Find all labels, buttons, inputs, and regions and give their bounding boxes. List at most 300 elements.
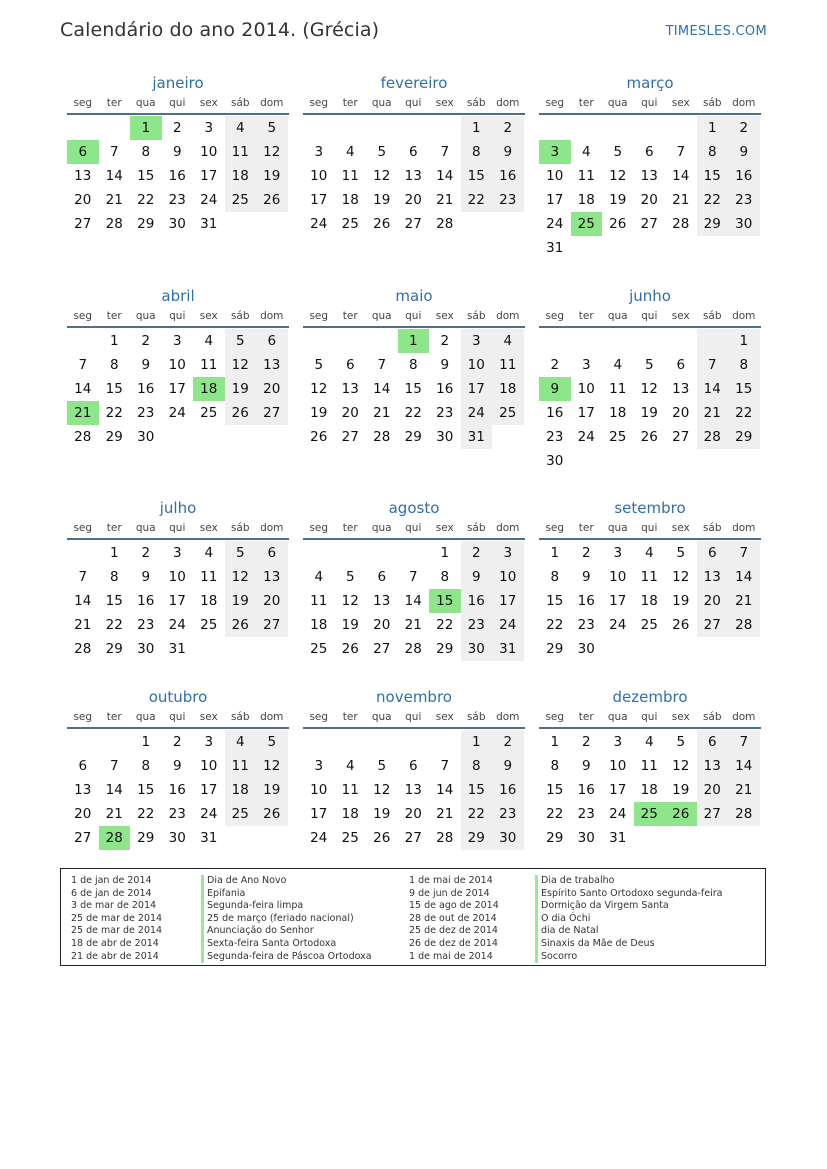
day-cell: 28 [697, 425, 729, 449]
day-cell: 19 [310, 405, 328, 421]
month-dezembro [539, 686, 761, 850]
empty-cell [665, 329, 697, 353]
weekday-label: sex [435, 97, 454, 109]
day-cell: 21 [697, 401, 729, 425]
holiday-legend [60, 868, 766, 966]
day-grid [67, 541, 289, 661]
month-name: outubro [148, 688, 208, 706]
month-março [539, 72, 761, 260]
day-cell: 27 [697, 802, 729, 826]
day-cell: 23 [728, 188, 760, 212]
day-cell: 23 [137, 405, 155, 421]
day-cell: 28 [728, 613, 760, 637]
weekday-label: qui [641, 522, 658, 534]
empty-cell [303, 329, 335, 353]
day-cell: 18 [577, 192, 595, 208]
day-cell: 21 [728, 778, 760, 802]
day-cell: 11 [310, 593, 328, 609]
day-cell: 6 [697, 730, 729, 754]
day-cell: 5 [613, 144, 623, 160]
day-cell: 10 [200, 144, 218, 160]
day-cell: 6 [345, 357, 355, 373]
day-cell: 22 [461, 188, 493, 212]
month-name: setembro [614, 499, 686, 517]
day-cell: 11 [640, 569, 658, 585]
day-cell: 31 [609, 830, 627, 846]
day-cell: 23 [137, 617, 155, 633]
weekday-header [67, 521, 289, 535]
legend-date: 25 de dez de 2014 [409, 925, 498, 937]
empty-cell [634, 116, 666, 140]
day-cell: 20 [404, 806, 422, 822]
day-cell: 25 [200, 617, 218, 633]
day-cell: 20 [697, 778, 729, 802]
weekday-label: ter [578, 522, 594, 534]
day-cell: 1 [440, 545, 450, 561]
empty-cell [335, 116, 367, 140]
weekday-header [539, 309, 761, 323]
day-cell: 14 [105, 782, 123, 798]
empty-cell [67, 730, 99, 754]
day-cell: 26 [225, 613, 257, 637]
empty-cell [634, 329, 666, 353]
day-cell: 18 [341, 192, 359, 208]
day-cell: 2 [172, 120, 182, 136]
day-cell: 24 [609, 806, 627, 822]
day-cell: 6 [644, 144, 654, 160]
day-cell: 15 [728, 377, 760, 401]
legend-holiday-name: Anunciação do Senhor [207, 925, 314, 937]
day-cell: 28 [404, 641, 422, 657]
day-cell: 18 [225, 164, 257, 188]
legend-date: 25 de mar de 2014 [71, 912, 163, 924]
day-cell: 12 [672, 758, 690, 774]
day-cell: 6 [256, 329, 288, 353]
empty-cell [602, 329, 634, 353]
day-cell: 27 [341, 429, 359, 445]
weekday-label: sáb [702, 310, 722, 322]
day-cell: 14 [672, 168, 690, 184]
day-cell: 8 [109, 357, 119, 373]
day-cell: 2 [440, 333, 450, 349]
day-cell: 24 [310, 216, 328, 232]
day-cell: 6 [697, 541, 729, 565]
day-cell: 27 [373, 641, 391, 657]
day-cell: 3 [204, 734, 214, 750]
day-cell: 4 [581, 144, 591, 160]
weekday-label: dom [496, 310, 520, 322]
holiday-day-cell: 18 [193, 377, 225, 401]
day-cell: 14 [697, 377, 729, 401]
day-cell: 2 [461, 541, 493, 565]
day-cell: 14 [74, 381, 92, 397]
day-cell: 8 [109, 569, 119, 585]
legend-holiday-name: Dormição da Virgem Santa [541, 900, 669, 912]
day-cell: 29 [546, 641, 564, 657]
day-cell: 25 [225, 188, 257, 212]
day-cell: 4 [644, 734, 654, 750]
day-cell: 8 [461, 754, 493, 778]
header-rule [67, 727, 289, 729]
day-grid [67, 730, 289, 850]
day-grid [539, 541, 761, 661]
weekday-label: sex [671, 711, 690, 723]
weekday-label: seg [309, 310, 329, 322]
day-cell: 29 [461, 826, 493, 850]
day-cell: 15 [461, 164, 493, 188]
day-cell: 13 [672, 381, 690, 397]
day-cell: 16 [168, 168, 186, 184]
day-cell: 22 [461, 802, 493, 826]
weekday-header [67, 309, 289, 323]
weekday-label: dom [260, 711, 284, 723]
day-cell: 7 [440, 758, 450, 774]
day-cell: 14 [105, 168, 123, 184]
empty-cell [697, 329, 729, 353]
empty-cell [398, 541, 430, 565]
weekday-label: ter [578, 310, 594, 322]
day-grid [303, 730, 525, 850]
day-cell: 27 [697, 613, 729, 637]
weekday-header [67, 96, 289, 110]
empty-cell [571, 329, 603, 353]
month-name: agosto [388, 499, 440, 517]
day-cell: 23 [436, 405, 454, 421]
day-cell: 10 [168, 569, 186, 585]
day-cell: 23 [461, 613, 493, 637]
day-cell: 8 [440, 569, 450, 585]
empty-cell [398, 730, 430, 754]
legend-date: 1 de mai de 2014 [409, 950, 493, 962]
day-cell: 13 [341, 381, 359, 397]
empty-cell [398, 116, 430, 140]
day-cell: 29 [728, 425, 760, 449]
weekday-label: dom [496, 522, 520, 534]
day-cell: 5 [676, 734, 686, 750]
holiday-day-cell: 21 [67, 401, 99, 425]
day-cell: 25 [341, 216, 359, 232]
empty-cell [335, 329, 367, 353]
day-cell: 6 [78, 758, 88, 774]
day-cell: 10 [577, 381, 595, 397]
day-cell: 5 [256, 116, 288, 140]
holiday-day-cell: 15 [429, 589, 461, 613]
day-cell: 12 [256, 140, 288, 164]
weekday-header [539, 96, 761, 110]
day-cell: 7 [440, 144, 450, 160]
day-cell: 12 [373, 782, 391, 798]
day-cell: 9 [141, 357, 151, 373]
weekday-label: seg [545, 97, 565, 109]
header-rule [303, 727, 525, 729]
day-cell: 9 [461, 565, 493, 589]
day-cell: 15 [105, 381, 123, 397]
day-cell: 18 [200, 593, 218, 609]
day-cell: 27 [404, 830, 422, 846]
day-cell: 23 [546, 429, 564, 445]
day-cell: 22 [105, 405, 123, 421]
day-cell: 26 [373, 830, 391, 846]
day-cell: 8 [408, 357, 418, 373]
day-cell: 28 [105, 216, 123, 232]
day-cell: 19 [256, 164, 288, 188]
day-cell: 11 [577, 168, 595, 184]
day-cell: 7 [728, 541, 760, 565]
empty-cell [429, 116, 461, 140]
day-cell: 30 [168, 216, 186, 232]
legend-left-bar [201, 875, 204, 963]
day-cell: 14 [728, 565, 760, 589]
month-name: fevereiro [380, 74, 448, 92]
day-cell: 1 [461, 116, 493, 140]
day-cell: 12 [341, 593, 359, 609]
legend-date: 1 de mai de 2014 [409, 875, 493, 886]
day-cell: 15 [137, 168, 155, 184]
day-cell: 5 [377, 758, 387, 774]
day-cell: 29 [404, 429, 422, 445]
holiday-day-cell: 25 [571, 212, 603, 236]
day-cell: 14 [373, 381, 391, 397]
weekday-label: seg [73, 97, 93, 109]
day-cell: 22 [728, 401, 760, 425]
day-cell: 24 [492, 613, 524, 637]
legend-date: 18 de abr de 2014 [71, 937, 159, 949]
weekday-header [67, 710, 289, 724]
weekday-label: sáb [702, 522, 722, 534]
legend-holiday-name: Sexta-feira Santa Ortodoxa [207, 937, 337, 949]
day-cell: 14 [728, 754, 760, 778]
day-cell: 29 [137, 216, 155, 232]
day-cell: 13 [404, 782, 422, 798]
day-cell: 11 [492, 353, 524, 377]
day-cell: 12 [672, 569, 690, 585]
day-cell: 10 [461, 353, 493, 377]
day-cell: 11 [341, 782, 359, 798]
day-cell: 6 [408, 758, 418, 774]
day-cell: 19 [225, 589, 257, 613]
day-cell: 10 [609, 569, 627, 585]
weekday-label: qui [169, 522, 186, 534]
day-cell: 15 [461, 778, 493, 802]
weekday-label: ter [342, 522, 358, 534]
weekday-label: sáb [230, 522, 250, 534]
day-cell: 11 [609, 381, 627, 397]
day-cell: 3 [613, 734, 623, 750]
day-cell: 11 [341, 168, 359, 184]
day-cell: 26 [225, 401, 257, 425]
day-cell: 26 [672, 617, 690, 633]
holiday-day-cell: 25 [634, 802, 666, 826]
day-cell: 13 [640, 168, 658, 184]
day-cell: 2 [492, 116, 524, 140]
day-cell: 17 [461, 377, 493, 401]
day-cell: 22 [546, 617, 564, 633]
day-cell: 28 [373, 429, 391, 445]
day-cell: 5 [256, 730, 288, 754]
legend-left-names [207, 875, 372, 963]
holiday-day-cell: 28 [99, 826, 131, 850]
day-cell: 2 [581, 545, 591, 561]
month-name: junho [629, 287, 671, 305]
weekday-label: qui [169, 97, 186, 109]
day-cell: 3 [492, 541, 524, 565]
day-cell: 22 [546, 806, 564, 822]
legend-right-dates [409, 875, 499, 963]
day-cell: 15 [137, 782, 155, 798]
weekday-label: ter [578, 711, 594, 723]
header-rule [67, 113, 289, 115]
weekday-label: sáb [230, 310, 250, 322]
day-cell: 19 [225, 377, 257, 401]
weekday-label: qua [371, 97, 392, 109]
day-cell: 13 [697, 754, 729, 778]
day-cell: 5 [225, 541, 257, 565]
weekday-label: seg [309, 97, 329, 109]
day-cell: 21 [436, 806, 454, 822]
day-cell: 2 [581, 734, 591, 750]
day-grid [539, 730, 761, 850]
header-rule [67, 326, 289, 328]
weekday-label: sex [199, 310, 218, 322]
day-cell: 26 [609, 216, 627, 232]
day-cell: 1 [697, 116, 729, 140]
day-cell: 17 [168, 381, 186, 397]
day-cell: 20 [373, 617, 391, 633]
day-cell: 24 [168, 617, 186, 633]
empty-cell [67, 116, 99, 140]
weekday-label: sáb [702, 711, 722, 723]
day-cell: 20 [74, 806, 92, 822]
day-cell: 17 [577, 405, 595, 421]
day-grid [539, 116, 761, 260]
day-cell: 18 [640, 593, 658, 609]
day-cell: 16 [577, 782, 595, 798]
weekday-label: qui [405, 522, 422, 534]
day-cell: 8 [728, 353, 760, 377]
weekday-label: qui [169, 310, 186, 322]
weekday-label: sáb [230, 711, 250, 723]
day-cell: 7 [78, 357, 88, 373]
day-cell: 22 [697, 188, 729, 212]
day-cell: 7 [109, 144, 119, 160]
day-cell: 4 [644, 545, 654, 561]
day-cell: 16 [137, 593, 155, 609]
weekday-label: sex [199, 522, 218, 534]
day-cell: 30 [461, 637, 493, 661]
day-cell: 13 [256, 353, 288, 377]
day-grid [303, 541, 525, 661]
day-cell: 25 [200, 405, 218, 421]
legend-holiday-name: dia de Natal [541, 925, 599, 937]
weekday-header [303, 309, 525, 323]
day-cell: 25 [225, 802, 257, 826]
day-cell: 31 [200, 216, 218, 232]
day-cell: 15 [546, 782, 564, 798]
weekday-label: dom [260, 97, 284, 109]
day-cell: 12 [640, 381, 658, 397]
day-cell: 9 [172, 144, 182, 160]
day-cell: 31 [546, 240, 564, 256]
empty-cell [99, 730, 131, 754]
day-cell: 31 [200, 830, 218, 846]
day-cell: 20 [672, 405, 690, 421]
day-cell: 9 [728, 140, 760, 164]
day-cell: 18 [225, 778, 257, 802]
day-cell: 13 [74, 782, 92, 798]
day-cell: 23 [577, 806, 595, 822]
weekday-label: sex [199, 97, 218, 109]
day-cell: 24 [577, 429, 595, 445]
month-name: janeiro [152, 74, 204, 92]
month-setembro [539, 497, 761, 661]
day-cell: 29 [436, 641, 454, 657]
weekday-label: qui [641, 310, 658, 322]
day-cell: 8 [141, 758, 151, 774]
weekday-label: seg [73, 522, 93, 534]
header-rule [539, 538, 761, 540]
day-cell: 29 [697, 212, 729, 236]
day-cell: 21 [105, 806, 123, 822]
day-cell: 21 [105, 192, 123, 208]
day-cell: 8 [550, 569, 560, 585]
day-cell: 11 [200, 569, 218, 585]
month-julho [67, 497, 289, 661]
month-name: abril [161, 287, 195, 305]
day-cell: 9 [492, 140, 524, 164]
weekday-label: sex [199, 711, 218, 723]
header-rule [67, 538, 289, 540]
weekday-label: qui [405, 310, 422, 322]
day-cell: 3 [461, 329, 493, 353]
day-cell: 23 [492, 188, 524, 212]
day-cell: 22 [404, 405, 422, 421]
day-cell: 19 [256, 778, 288, 802]
brand-link[interactable]: TIMESLES.COM [665, 24, 767, 39]
month-novembro [303, 686, 525, 850]
day-cell: 27 [256, 613, 288, 637]
weekday-label: qua [135, 711, 156, 723]
day-cell: 20 [697, 589, 729, 613]
day-cell: 5 [644, 357, 654, 373]
weekday-label: seg [545, 711, 565, 723]
day-cell: 16 [137, 381, 155, 397]
day-cell: 7 [408, 569, 418, 585]
day-cell: 17 [609, 593, 627, 609]
weekday-label: qua [607, 97, 628, 109]
weekday-label: ter [106, 522, 122, 534]
day-cell: 30 [168, 830, 186, 846]
day-cell: 1 [141, 734, 151, 750]
day-cell: 2 [728, 116, 760, 140]
day-cell: 26 [256, 802, 288, 826]
month-name: março [626, 74, 674, 92]
empty-cell [303, 541, 335, 565]
legend-right-bar [535, 875, 538, 963]
day-cell: 19 [672, 782, 690, 798]
holiday-day-cell: 9 [539, 377, 571, 401]
month-janeiro [67, 72, 289, 236]
day-cell: 25 [640, 617, 658, 633]
weekday-label: sáb [466, 522, 486, 534]
day-cell: 30 [577, 641, 595, 657]
weekday-label: ter [342, 711, 358, 723]
day-cell: 20 [74, 192, 92, 208]
legend-date: 3 de mar de 2014 [71, 900, 157, 912]
day-cell: 17 [168, 593, 186, 609]
day-cell: 15 [697, 164, 729, 188]
weekday-label: sex [435, 711, 454, 723]
empty-cell [366, 329, 398, 353]
